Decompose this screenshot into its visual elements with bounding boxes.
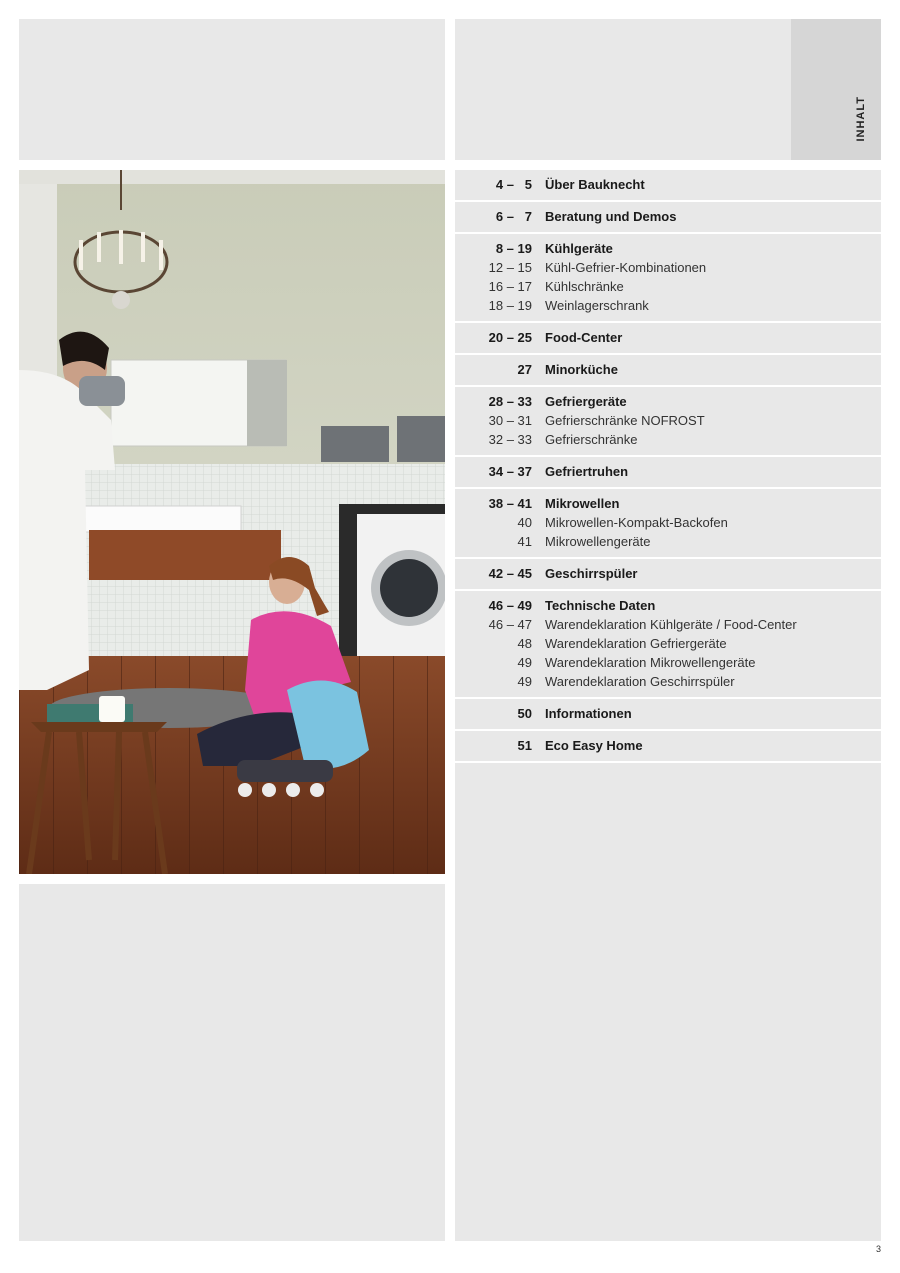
toc-main-row[interactable] — [455, 704, 881, 723]
toc-section-title: Technische Daten — [545, 598, 656, 613]
toc-sub-row[interactable] — [455, 296, 881, 315]
page-number: 3 — [875, 1244, 881, 1254]
toc-entry[interactable] — [455, 387, 881, 457]
toc-sub-title: Warendeklaration Gefriergeräte — [545, 636, 727, 651]
toc-entry[interactable] — [455, 202, 881, 234]
toc-section-title: Food-Center — [545, 330, 623, 345]
toc-entry[interactable] — [455, 355, 881, 387]
toc-page-range: 50 — [517, 706, 532, 721]
tab-label: INHALT — [855, 96, 867, 142]
toc-sub-page-range: 12 – 15 — [488, 260, 532, 275]
toc-page-range: 4 – 5 — [495, 177, 532, 192]
top-left-panel — [19, 19, 445, 160]
toc-section-title: Mikrowellen — [545, 496, 620, 511]
toc-section-title: Gefriergeräte — [545, 394, 627, 409]
toc-page-range: 34 – 37 — [488, 464, 532, 479]
toc-page-range: 38 – 41 — [488, 496, 532, 511]
toc-sub-title: Gefrierschränke — [545, 432, 638, 447]
toc-sub-page-range: 49 — [517, 674, 532, 689]
toc-sub-page-range: 18 – 19 — [488, 298, 532, 313]
toc-sub-page-range: 48 — [517, 636, 532, 651]
toc-sub-title: Warendeklaration Kühlgeräte / Food-Center — [545, 617, 797, 632]
toc-section-title: Minorküche — [545, 362, 618, 377]
toc-sub-row[interactable] — [455, 411, 881, 430]
toc-sub-title: Gefrierschränke NOFROST — [545, 413, 705, 428]
toc-sub-row[interactable] — [455, 653, 881, 672]
toc-sub-title: Weinlagerschrank — [545, 298, 649, 313]
toc-sub-title: Mikrowellengeräte — [545, 534, 651, 549]
toc-sub-row[interactable] — [455, 615, 881, 634]
toc-section-title: Geschirrspüler — [545, 566, 638, 581]
toc-entry[interactable] — [455, 234, 881, 323]
toc-sub-row[interactable] — [455, 672, 881, 691]
toc-page-range: 42 – 45 — [488, 566, 532, 581]
toc-page-range: 51 — [517, 738, 532, 753]
toc-sub-page-range: 30 – 31 — [488, 413, 532, 428]
toc-sub-title: Kühlschränke — [545, 279, 624, 294]
toc-sub-page-range: 49 — [517, 655, 532, 670]
toc-page-range: 20 – 25 — [488, 330, 532, 345]
toc-section-title: Beratung und Demos — [545, 209, 677, 224]
toc-page-range: 46 – 49 — [488, 598, 532, 613]
bottom-left-panel — [19, 884, 445, 1241]
toc-main-row[interactable] — [455, 239, 881, 258]
toc-sub-page-range: 32 – 33 — [488, 432, 532, 447]
toc-sub-title: Kühl-Gefrier-Kombinationen — [545, 260, 707, 275]
toc-main-row[interactable] — [455, 360, 881, 379]
toc-section-title: Über Bauknecht — [545, 177, 645, 192]
toc-entry[interactable] — [455, 457, 881, 489]
toc-sub-row[interactable] — [455, 258, 881, 277]
toc-page-range: 28 – 33 — [488, 394, 532, 409]
toc-main-row[interactable] — [455, 596, 881, 615]
bathroom-photo — [19, 170, 445, 874]
table-of-contents — [455, 170, 881, 1241]
toc-main-row[interactable] — [455, 207, 881, 226]
toc-main-row[interactable] — [455, 494, 881, 513]
toc-sub-page-range: 16 – 17 — [488, 279, 532, 294]
inhalt-tab — [791, 19, 881, 160]
toc-page-range: 6 – 7 — [495, 209, 532, 224]
toc-page-range: 8 – 19 — [495, 241, 532, 256]
toc-section-title: Eco Easy Home — [545, 738, 643, 753]
top-right-panel — [455, 19, 791, 160]
toc-sub-row[interactable] — [455, 430, 881, 449]
toc-sub-page-range: 46 – 47 — [488, 617, 532, 632]
toc-entry[interactable] — [455, 731, 881, 763]
toc-sub-row[interactable] — [455, 634, 881, 653]
toc-sub-row[interactable] — [455, 532, 881, 551]
toc-main-row[interactable] — [455, 736, 881, 755]
toc-sub-title: Warendeklaration Mikrowellengeräte — [545, 655, 756, 670]
toc-sub-page-range: 40 — [517, 515, 532, 530]
toc-page-range: 27 — [517, 362, 532, 377]
toc-entry[interactable] — [455, 591, 881, 699]
toc-entry[interactable] — [455, 170, 881, 202]
toc-section-title: Kühlgeräte — [545, 241, 613, 256]
toc-sub-page-range: 41 — [517, 534, 532, 549]
toc-main-row[interactable] — [455, 392, 881, 411]
toc-sub-row[interactable] — [455, 277, 881, 296]
toc-entry[interactable] — [455, 323, 881, 355]
toc-section-title: Informationen — [545, 706, 632, 721]
toc-sub-title: Mikrowellen-Kompakt-Backofen — [545, 515, 728, 530]
toc-main-row[interactable] — [455, 462, 881, 481]
toc-main-row[interactable] — [455, 564, 881, 583]
toc-list — [455, 170, 881, 763]
toc-main-row[interactable] — [455, 175, 881, 194]
toc-sub-row[interactable] — [455, 513, 881, 532]
toc-entry[interactable] — [455, 489, 881, 559]
toc-entry[interactable] — [455, 699, 881, 731]
toc-main-row[interactable] — [455, 328, 881, 347]
toc-entry[interactable] — [455, 559, 881, 591]
toc-section-title: Gefriertruhen — [545, 464, 629, 479]
toc-sub-title: Warendeklaration Geschirrspüler — [545, 674, 735, 689]
